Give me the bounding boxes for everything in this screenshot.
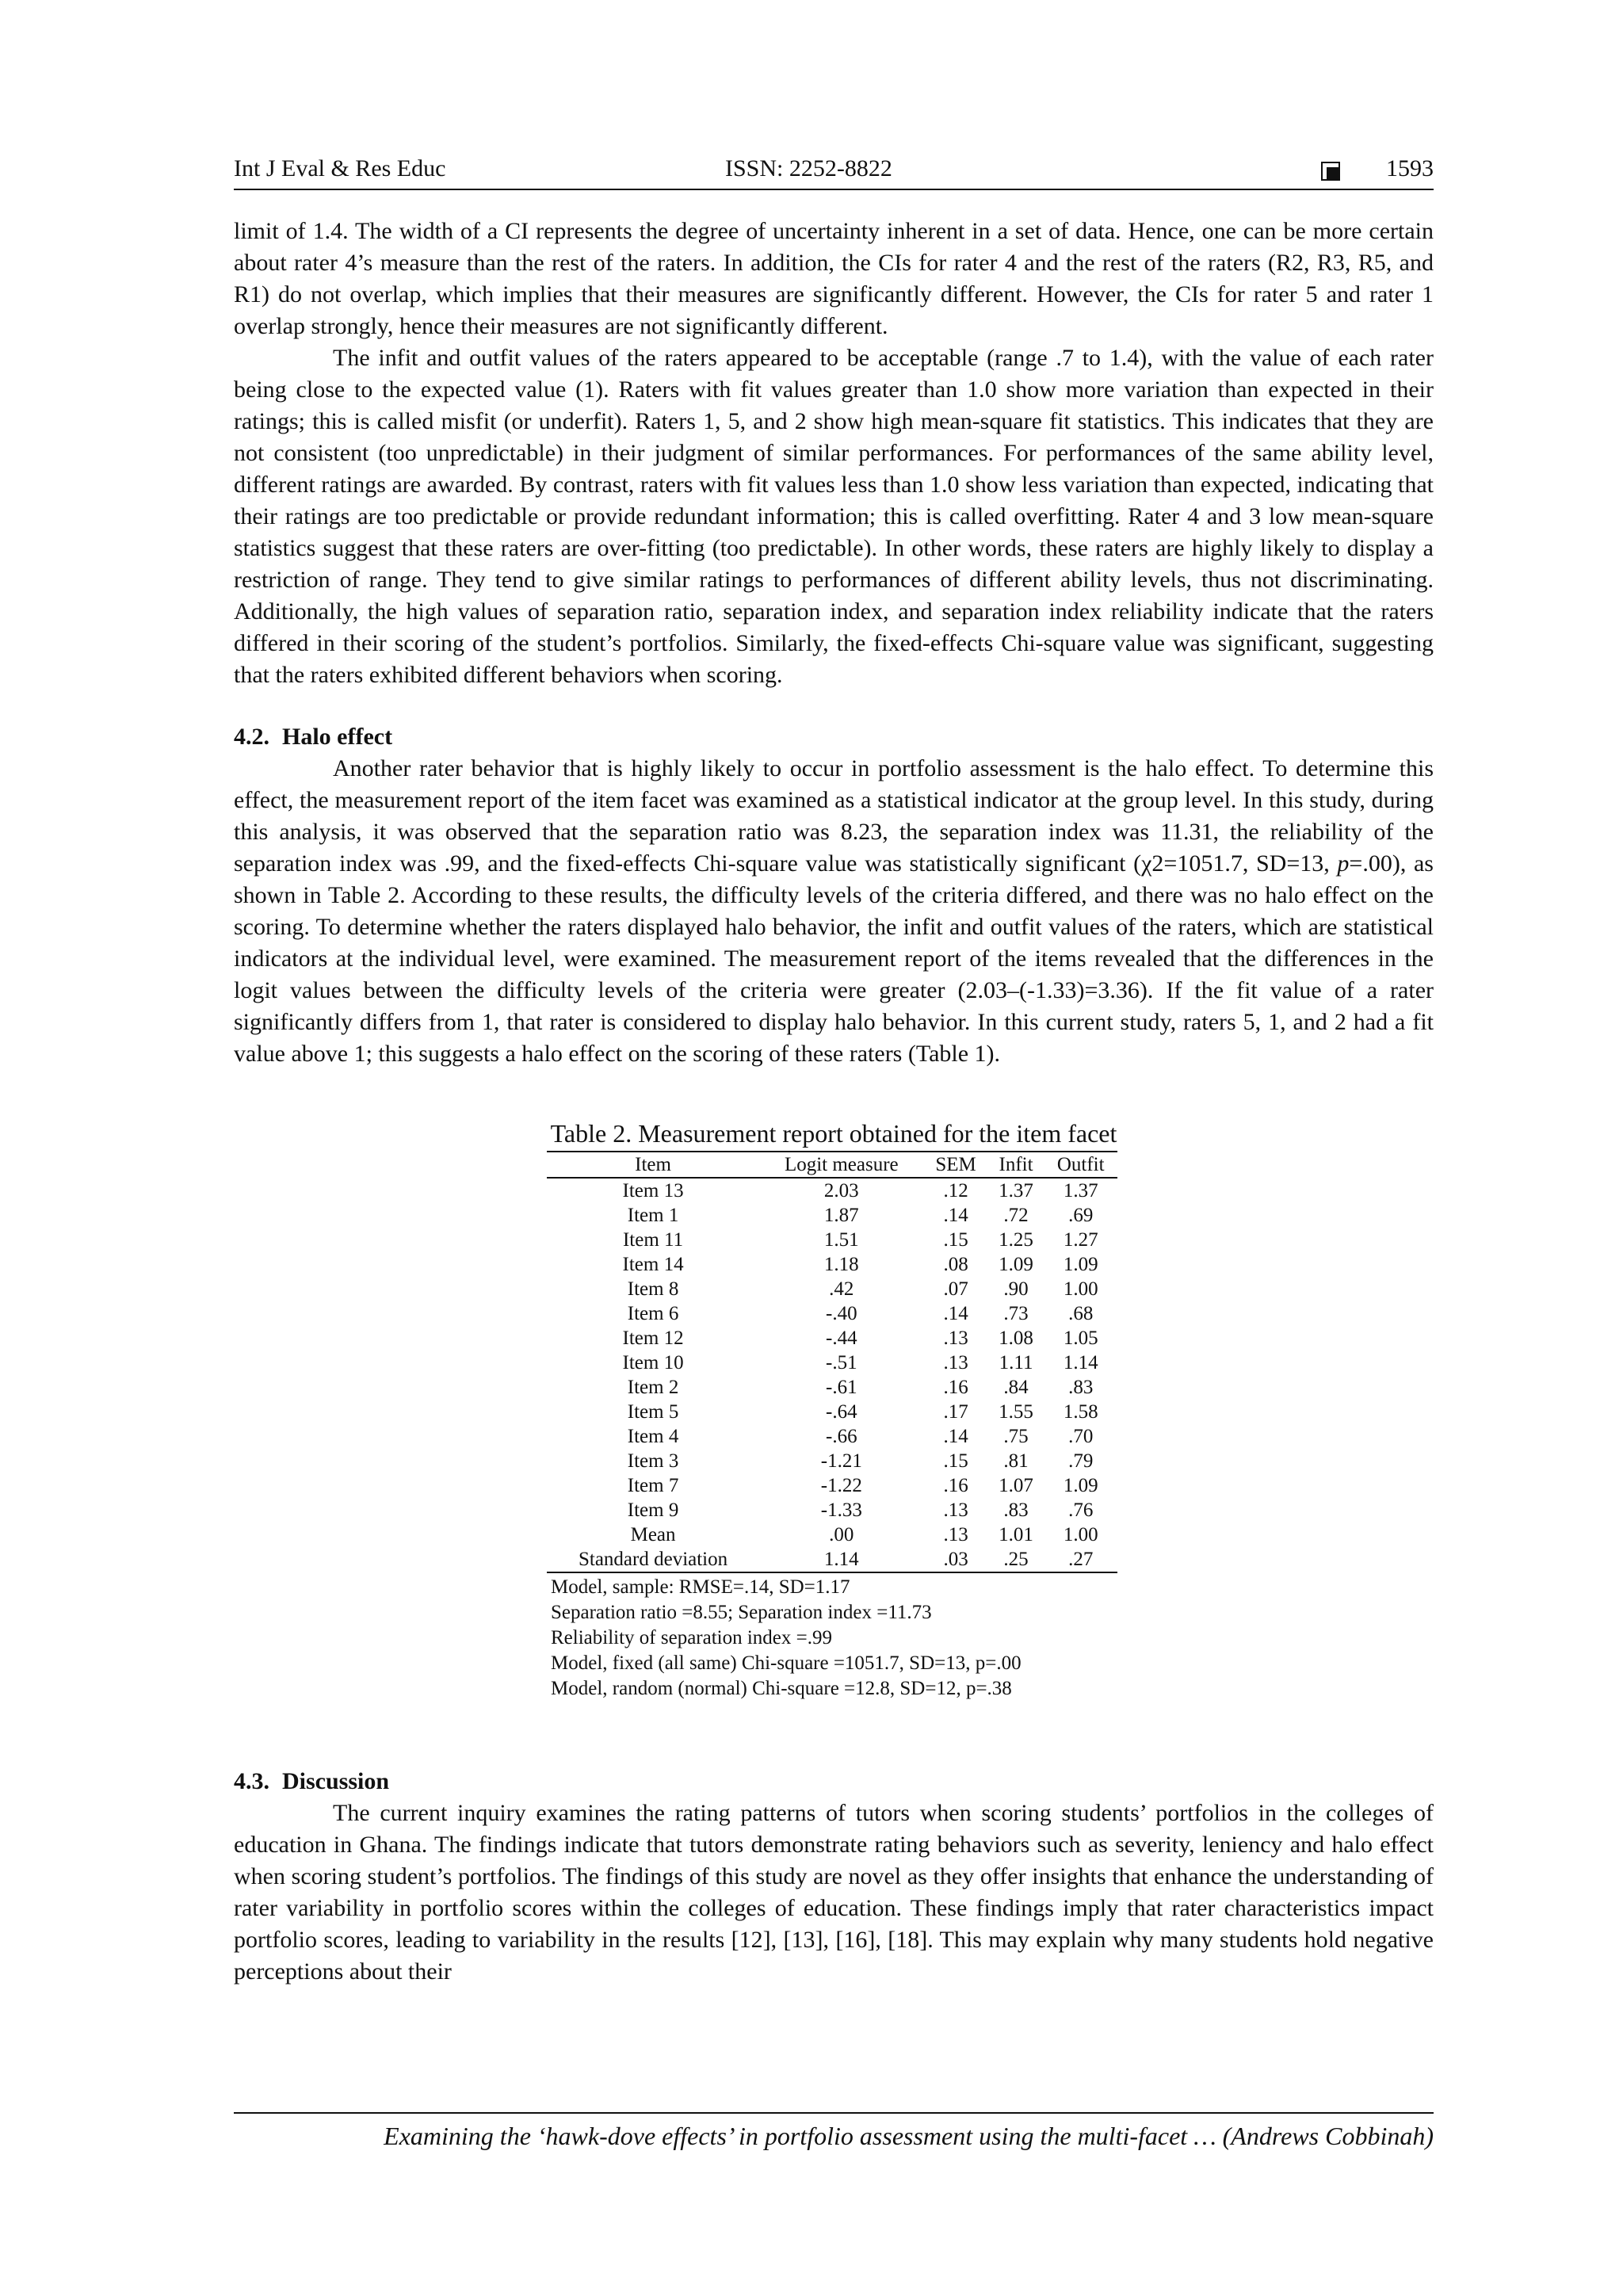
table-cell: -1.21 <box>820 1450 862 1472</box>
table-row <box>547 1277 1117 1301</box>
table-cell: Item 7 <box>627 1475 679 1496</box>
table-cell: 1.00 <box>1063 1278 1098 1300</box>
table-row <box>547 1400 1117 1424</box>
table-cell: Item 6 <box>627 1303 679 1324</box>
table-cell: 1.25 <box>999 1229 1033 1251</box>
table-cell: .70 <box>1068 1426 1094 1447</box>
table-cell: 1.09 <box>1063 1254 1098 1275</box>
main-text <box>234 216 1434 1988</box>
table-cell: 1.55 <box>999 1401 1033 1423</box>
table-cell: 1.09 <box>1063 1475 1098 1496</box>
table-cell: .25 <box>988 1547 1044 1572</box>
table-row <box>547 1498 1117 1522</box>
table-row <box>547 1252 1117 1277</box>
table-cell: .84 <box>1003 1377 1029 1398</box>
table-cell: Mean <box>630 1524 676 1545</box>
table-cell: .17 <box>943 1401 968 1423</box>
section-heading-4-3 <box>234 1766 1434 1797</box>
table-cell: Item 8 <box>627 1278 679 1300</box>
table-cell: .81 <box>1003 1450 1029 1472</box>
table-cell: -.66 <box>826 1426 857 1447</box>
table-cell: .16 <box>943 1377 968 1398</box>
table-note: Model, fixed (all same) Chi-square =1051.7, SD=13, p=.00 <box>551 1652 1022 1674</box>
paragraph-3-part-b: =.00), as shown in Table 2. According to these results, the difficulty levels of the criteria differed, and there was no halo effect on the scoring. To determine whether the raters displayed halo behavior, the infit and outfit values of the raters, which are statistical indicators at the individual level, were examined. The measurement report of the items revealed that the differences in the logit values between the difficulty levels of the criteria were greater (2.03–(-1.33)=3.36). If the fit value of a rater significantly differs from 1, that rater is considered to display halo behavior. In this current study, raters 5, 1, and 2 had a fit value above 1; this suggests a halo effect on the scoring of these raters (Table 1). <box>234 850 1434 1067</box>
table-cell: .14 <box>943 1426 968 1447</box>
table-cell: .12 <box>943 1180 968 1201</box>
table-cell: Item 9 <box>627 1499 679 1521</box>
column-header: Logit measure <box>759 1152 923 1178</box>
table-cell: 1.01 <box>999 1524 1033 1545</box>
section-title: Discussion <box>282 1768 390 1794</box>
table-cell: .16 <box>943 1475 968 1496</box>
table-cell: .14 <box>943 1205 968 1226</box>
table-cell: .13 <box>943 1524 968 1545</box>
table-row <box>547 1301 1117 1326</box>
table-cell: 1.11 <box>999 1352 1033 1373</box>
table-row <box>547 1473 1117 1498</box>
table-cell: 1.27 <box>1063 1229 1098 1251</box>
table-cell: 1.18 <box>823 1254 859 1275</box>
issn: ISSN: 2252-8822 <box>725 155 892 181</box>
table-cell: -.44 <box>826 1328 857 1349</box>
table-cell: .07 <box>943 1278 968 1300</box>
paragraph-2: The infit and outfit values of the raters appeared to be acceptable (range .7 to 1.4), with the value of each rater being close to the expected value (1). Raters with fit values greater than 1.0 show more variation than expected in their ratings; this is called misfit (or underfit). Raters 1, 5, and 2 show high mean-square fit statistics. This indicates that they are not consistent (too unpredictable) in their judgment of similar performances. For performances of the same ability level, different ratings are awarded. By contrast, raters with fit values less than 1.0 show less variation than expected, indicating that their ratings are too predictable or provide redundant information; this is called overfitting. Rater 4 and 3 low mean-square statistics suggest that these raters are over-fitting (too predictable). In other words, these raters are highly likely to display a restriction of range. They tend to give similar ratings to performances of different ability levels, thus not discriminating. Additionally, the high values of separation ratio, separation index, and separation index reliability indicate that the raters differed in their scoring of the student’s portfolios. Similarly, the fixed-effects Chi-square value was significant, suggesting that the raters exhibited different behaviors when scoring. <box>234 345 1434 688</box>
table-cell: -.64 <box>826 1401 857 1423</box>
table-header-row <box>547 1152 1117 1178</box>
table-row <box>547 1547 1117 1572</box>
table-cell: 1.58 <box>1063 1401 1098 1423</box>
table-cell: .79 <box>1068 1450 1094 1472</box>
table-cell: 1.37 <box>1063 1180 1098 1201</box>
table-cell: .76 <box>1068 1499 1094 1521</box>
page-footer <box>234 2112 1434 2151</box>
column-header: Infit <box>988 1152 1044 1178</box>
section-heading-4-2 <box>234 721 1434 753</box>
paragraph-1: limit of 1.4. The width of a CI represents the degree of uncertainty inherent in a set of data. Hence, one can be more certain about rater 4’s measure than the rest of the raters. In addition, the CIs for rater 4 and the rest of the raters (R2, R3, R5, and R1) do not overlap, which implies that their measures are significantly different. However, the CIs for rater 5 and rater 1 overlap strongly, hence their measures are not significantly different. <box>234 218 1434 339</box>
table-cell: 1.37 <box>999 1180 1033 1201</box>
table-caption: Table 2. Measurement report obtained for the item facet <box>550 1119 1117 1148</box>
table-cell: .13 <box>943 1499 968 1521</box>
table-note: Model, sample: RMSE=.14, SD=1.17 <box>551 1576 850 1598</box>
table-cell: 1.87 <box>823 1205 859 1226</box>
table-row <box>547 1375 1117 1400</box>
table-cell: .15 <box>943 1450 968 1472</box>
table-cell: .83 <box>1003 1499 1029 1521</box>
table-cell: 1.05 <box>1063 1328 1098 1349</box>
table-cell: Item 12 <box>622 1328 684 1349</box>
table-cell: -.51 <box>826 1352 857 1373</box>
table-cell: 1.14 <box>759 1547 923 1572</box>
table-cell: Item 1 <box>627 1205 679 1226</box>
table-note: Reliability of separation index =.99 <box>551 1627 832 1648</box>
table-row <box>547 1522 1117 1547</box>
table-note: Separation ratio =8.55; Separation index =11.73 <box>551 1602 932 1623</box>
table-cell: 2.03 <box>823 1180 859 1201</box>
column-header: Outfit <box>1044 1152 1117 1178</box>
table-cell: 1.51 <box>823 1229 859 1251</box>
table-row <box>547 1203 1117 1228</box>
table-row <box>547 1350 1117 1375</box>
section-title: Halo effect <box>282 724 393 750</box>
table-cell: -.40 <box>826 1303 857 1324</box>
table-row <box>547 1228 1117 1252</box>
section-number: 4.2. <box>234 724 269 750</box>
table-cell: .03 <box>923 1547 987 1572</box>
table-cell: -1.33 <box>820 1499 862 1521</box>
table-cell: Item 4 <box>627 1426 679 1447</box>
table-cell: -1.22 <box>820 1475 862 1496</box>
table-cell: 1.07 <box>999 1475 1033 1496</box>
table-cell: 1.14 <box>1063 1352 1098 1373</box>
table-cell: Item 5 <box>627 1401 679 1423</box>
table-cell: .68 <box>1068 1303 1094 1324</box>
column-header: SEM <box>923 1152 987 1178</box>
table-row <box>547 1449 1117 1473</box>
table-row <box>547 1326 1117 1350</box>
section-number: 4.3. <box>234 1768 269 1794</box>
table-cell: Standard deviation <box>547 1547 759 1572</box>
table-cell: Item 14 <box>622 1254 684 1275</box>
paragraph-3-part-a: Another rater behavior that is highly likely to occur in portfolio assessment is the halo effect. To determine this effect, the measurement report of the item facet was examined as a statistical indicator at the group level. In this study, during this analysis, it was observed that the separation ratio was 8.23, the separation index was 11.31, the reliability of the separation index was .99, and the fixed-effects Chi-square value was statistically significant (χ2=1051.7, SD=13, <box>234 755 1434 877</box>
table-cell: .69 <box>1068 1205 1094 1226</box>
table-notes <box>551 1575 1022 1702</box>
table-cell: 1.09 <box>999 1254 1033 1275</box>
table-cell: .83 <box>1068 1377 1094 1398</box>
running-title: Examining the ‘hawk-dove effects’ in portfolio assessment using the multi-facet … (Andrews Cobbinah) <box>384 2122 1434 2150</box>
item-facet-table <box>547 1151 1117 1573</box>
table-cell: .14 <box>943 1303 968 1324</box>
table-cell: Item 11 <box>622 1229 684 1251</box>
table-row <box>547 1178 1117 1203</box>
table-cell: .27 <box>1044 1547 1117 1572</box>
table-cell: .75 <box>1003 1426 1029 1447</box>
table-cell: Item 2 <box>627 1377 679 1398</box>
table-cell: .00 <box>829 1524 854 1545</box>
table-cell: .15 <box>943 1229 968 1251</box>
p-value-symbol: p <box>1337 850 1350 877</box>
table-cell: Item 10 <box>622 1352 684 1373</box>
journal-name: Int J Eval & Res Educ <box>234 155 446 181</box>
paragraph-3 <box>234 753 1434 1070</box>
table-cell: Item 13 <box>622 1180 684 1201</box>
table-cell: .90 <box>1003 1278 1029 1300</box>
table-cell: .42 <box>829 1278 854 1300</box>
table-cell: -.61 <box>826 1377 857 1398</box>
table-cell: .73 <box>1003 1303 1029 1324</box>
paragraph-4: The current inquiry examines the rating patterns of tutors when scoring students’ portfolios in the colleges of education in Ghana. The findings indicate that tutors demonstrate rating behaviors such as severity, leniency and halo effect when scoring student’s portfolios. The findings of this study are novel as they offer insights that enhance the understanding of rater variability in portfolio scores within the colleges of education. These findings imply that rater characteristics impact portfolio scores, leading to variability in the results [12], [13], [16], [18]. This may explain why many students hold negative perceptions about their <box>234 1800 1434 1985</box>
page-header <box>234 155 1434 190</box>
table-cell: 1.00 <box>1063 1524 1098 1545</box>
table-2 <box>234 1117 1434 1736</box>
table-cell: .13 <box>943 1352 968 1373</box>
table-row <box>547 1424 1117 1449</box>
table-cell: .72 <box>1003 1205 1029 1226</box>
table-cell: .08 <box>943 1254 968 1275</box>
table-cell: Item 3 <box>627 1450 679 1472</box>
column-header: Item <box>547 1152 759 1178</box>
square-bullet-icon <box>1321 162 1340 181</box>
page-number: 1593 <box>1386 155 1434 181</box>
table-note: Model, random (normal) Chi-square =12.8, SD=12, p=.38 <box>551 1678 1012 1699</box>
table-cell: 1.08 <box>999 1328 1033 1349</box>
table-cell: .13 <box>943 1328 968 1349</box>
